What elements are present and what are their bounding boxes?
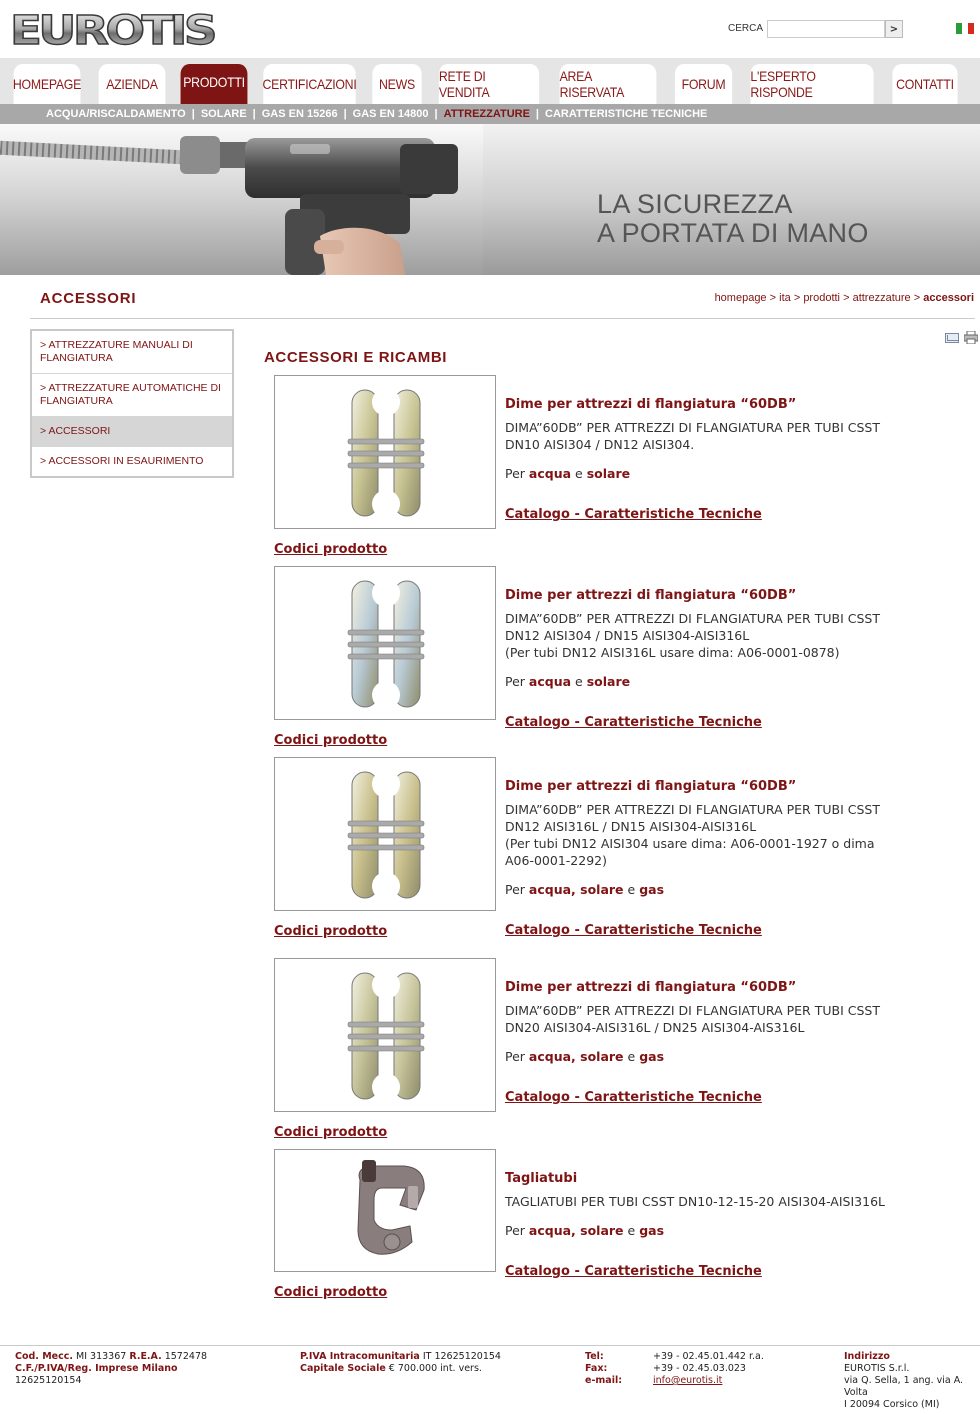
breadcrumb-attrezzature[interactable]: attrezzature (852, 292, 911, 304)
product-title: Dime per attrezzi di flangiatura “60DB” (505, 397, 797, 412)
footer-address (844, 1351, 974, 1411)
product-description: DIMA”60DB” PER ATTREZZI DI FLANGIATURA PER TUBI CSST DN12 AISI304 / DN15 AISI304-AISI316L (Per tubi DN12 AISI316L usare dima: A06-0001-0878) (505, 611, 880, 660)
tab-esperto-risponde[interactable]: L'ESPERTO RISPONDE (750, 64, 873, 104)
footer-email-label: e-mail: (585, 1375, 623, 1386)
usage-main: acqua, solare (528, 882, 624, 897)
product-description: DIMA”60DB” PER ATTREZZI DI FLANGIATURA PER TUBI CSST DN10 AISI304 / DN12 AISI304. (505, 420, 880, 452)
subnav-solare[interactable]: SOLARE (200, 108, 247, 120)
breadcrumb-separator: > (793, 292, 801, 304)
footer-address-line1: EUROTIS S.r.l. (844, 1363, 910, 1374)
usage-prefix: Per (505, 1223, 525, 1238)
catalog-link[interactable]: Catalogo - Caratteristiche Tecniche (505, 715, 762, 730)
breadcrumb-separator: > (769, 292, 777, 304)
subnav-separator: | (343, 108, 347, 120)
search-button[interactable]: > (885, 20, 903, 38)
breadcrumb-separator: > (843, 292, 850, 304)
breadcrumb-separator: > (913, 292, 921, 304)
footer-rea-label: R.E.A. (129, 1351, 162, 1362)
svg-text:EUROTIS: EUROTIS (10, 8, 215, 52)
usage-main: acqua (528, 466, 572, 481)
subnav-separator: | (252, 108, 256, 120)
breadcrumb-current: accessori (923, 292, 974, 304)
flange-die-icon[interactable] (274, 375, 496, 529)
footer-tel-label: Tel: (585, 1351, 604, 1362)
product-title: Tagliatubi (505, 1171, 578, 1186)
usage-prefix: Per (505, 1049, 525, 1064)
tab-contatti[interactable]: CONTATTI (892, 64, 957, 104)
product-description: DIMA”60DB” PER ATTREZZI DI FLANGIATURA PER TUBI CSST DN20 AISI304-AISI316L / DN25 AISI304-AIS316L (505, 1003, 880, 1035)
footer-cf-value: 12625120154 (15, 1375, 82, 1386)
footer-rea: 1572478 (164, 1351, 208, 1362)
product-codes-link[interactable]: Codici prodotto (274, 733, 388, 748)
breadcrumb-ita[interactable]: ita (779, 292, 791, 304)
sidebar-item-accessori[interactable]: > ACCESSORI (32, 417, 232, 447)
breadcrumb-homepage[interactable]: homepage (714, 292, 767, 304)
flange-die-icon[interactable] (274, 757, 496, 911)
subnav-separator: | (434, 108, 438, 120)
usage-last: gas (639, 1223, 665, 1238)
banner-slogan (597, 190, 869, 248)
usage-last: gas (639, 1049, 665, 1064)
usage-conj: e (627, 882, 636, 897)
flange-die-icon[interactable] (274, 958, 496, 1112)
usage-main: acqua (528, 674, 572, 689)
product-title: Dime per attrezzi di flangiatura “60DB” (505, 980, 797, 995)
usage-prefix: Per (505, 882, 525, 897)
footer-tel: +39 - 02.45.01.442 r.a. (653, 1351, 764, 1362)
footer-cod-mecc-label: Cod. Mecc. (15, 1351, 73, 1362)
usage-last: solare (586, 674, 631, 689)
footer-cf-label: C.F./P.IVA/Reg. Imprese Milano (15, 1363, 178, 1374)
footer-address-line3: Volta (844, 1387, 868, 1398)
product-codes-link[interactable]: Codici prodotto (274, 542, 388, 557)
product-usage (505, 1223, 664, 1238)
product-title: Dime per attrezzi di flangiatura “60DB” (505, 588, 797, 603)
footer-capitale: € 700.000 int. vers. (388, 1363, 482, 1374)
product-codes-link[interactable]: Codici prodotto (274, 924, 388, 939)
tab-prodotti[interactable]: PRODOTTI (181, 64, 248, 104)
footer-company-ids (15, 1351, 275, 1387)
footer-fax: +39 - 02.45.03.023 (653, 1363, 746, 1374)
product-description: TAGLIATUBI PER TUBI CSST DN10-12-15-20 AISI304-AISI316L (505, 1194, 885, 1209)
product-description: DIMA”60DB” PER ATTREZZI DI FLANGIATURA PER TUBI CSST DN12 AISI316L / DN15 AISI304-AISI316L (Per tubi DN12 AISI304 usare dima: A06-0001-1927 o dima A06-0001-2292) (505, 802, 880, 868)
footer-fax-label: Fax: (585, 1363, 608, 1374)
footer-address-label: Indirizzo (844, 1351, 890, 1362)
product-usage (505, 882, 664, 897)
tab-rete-di-vendita[interactable]: RETE DI VENDITA (439, 64, 539, 104)
breadcrumb (715, 292, 974, 304)
usage-conj: e (575, 466, 583, 481)
tab-area-riservata[interactable]: AREA RISERVATA (560, 64, 657, 104)
footer-address-line2: via Q. Sella, 1 ang. via A. (844, 1375, 964, 1386)
breadcrumb-prodotti[interactable]: prodotti (803, 292, 841, 304)
product-codes-link[interactable]: Codici prodotto (274, 1285, 388, 1300)
subnav-gas-en-15266[interactable]: GAS EN 15266 (261, 108, 338, 120)
usage-last: gas (639, 882, 665, 897)
tab-homepage[interactable]: HOMEPAGE (14, 64, 81, 104)
subnav-attrezzature[interactable]: ATTREZZATURE (443, 108, 530, 120)
tab-azienda[interactable]: AZIENDA (99, 64, 166, 104)
eurotis-logo[interactable] (8, 6, 216, 52)
usage-main: acqua, solare (528, 1049, 624, 1064)
flange-die-icon[interactable] (274, 566, 496, 720)
sidebar-item-attrezzature-manuali[interactable]: > ATTREZZATURE MANUALI DI FLANGIATURA (32, 331, 232, 374)
usage-conj: e (627, 1049, 636, 1064)
footer-email-link[interactable]: info@eurotis.it (653, 1375, 723, 1386)
usage-main: acqua, solare (528, 1223, 624, 1238)
site-header (0, 0, 980, 58)
search-label: CERCA (728, 23, 764, 34)
subnav-separator: | (191, 108, 195, 120)
pipe-cutter-icon[interactable] (274, 1149, 496, 1272)
main-navigation (0, 58, 980, 104)
subnav-caratteristiche-tecniche[interactable]: CARATTERISTICHE TECNICHE (545, 108, 708, 120)
product-codes-link[interactable]: Codici prodotto (274, 1125, 388, 1140)
footer-vat (300, 1351, 560, 1375)
product-title: Dime per attrezzi di flangiatura “60DB” (505, 779, 797, 794)
tab-forum[interactable]: FORUM (675, 64, 732, 104)
print-icon[interactable] (964, 331, 978, 344)
catalog-link[interactable]: Catalogo - Caratteristiche Tecniche (505, 1264, 762, 1279)
subnav-gas-en-14800[interactable]: GAS EN 14800 (352, 108, 429, 120)
usage-last: solare (586, 466, 631, 481)
banner-tool-photo (0, 124, 483, 275)
section-title: ACCESSORI E RICAMBI (264, 349, 448, 366)
site-footer (0, 1349, 980, 1414)
footer-address-line4: I 20094 Corsico (MI) (844, 1399, 940, 1410)
footer-capitale-label: Capitale Sociale (300, 1363, 386, 1374)
divider (30, 318, 975, 319)
italian-flag-icon[interactable] (956, 23, 974, 34)
banner-slogan-line1: LA SICUREZZA (597, 189, 793, 219)
subnav-acqua-riscaldamento[interactable]: ACQUA/RISCALDAMENTO (46, 108, 186, 120)
footer-divider (0, 1345, 980, 1346)
usage-conj: e (575, 674, 583, 689)
hero-banner (0, 124, 980, 275)
sidebar-menu (30, 329, 234, 478)
sidebar-item-accessori-esaurimento[interactable]: > ACCESSORI IN ESAURIMENTO (40, 455, 204, 467)
catalog-link[interactable]: Catalogo - Caratteristiche Tecniche (505, 1090, 762, 1105)
product-usage (505, 674, 630, 689)
sidebar-item-attrezzature-automatiche[interactable]: > ATTREZZATURE AUTOMATICHE DI FLANGIATURA (32, 374, 232, 417)
subnav-separator: | (535, 108, 539, 120)
footer-piva-label: P.IVA Intracomunitaria (300, 1351, 420, 1362)
footer-cod-mecc: MI 313367 (76, 1351, 127, 1362)
catalog-link[interactable]: Catalogo - Caratteristiche Tecniche (505, 507, 762, 522)
tab-certificazioni[interactable]: CERTIFICAZIONI (263, 64, 355, 104)
sub-navigation (0, 104, 980, 124)
footer-contacts (585, 1351, 825, 1387)
tab-news[interactable]: NEWS (372, 64, 421, 104)
product-usage (505, 1049, 664, 1064)
banner-slogan-line2: A PORTATA DI MANO (597, 218, 869, 248)
usage-prefix: Per (505, 466, 525, 481)
page-title: ACCESSORI (40, 290, 137, 307)
email-icon[interactable] (945, 333, 959, 343)
product-usage (505, 466, 630, 481)
footer-piva: IT 12625120154 (422, 1351, 501, 1362)
usage-prefix: Per (505, 674, 525, 689)
catalog-link[interactable]: Catalogo - Caratteristiche Tecniche (505, 923, 762, 938)
search-input[interactable] (767, 20, 885, 38)
usage-conj: e (627, 1223, 636, 1238)
